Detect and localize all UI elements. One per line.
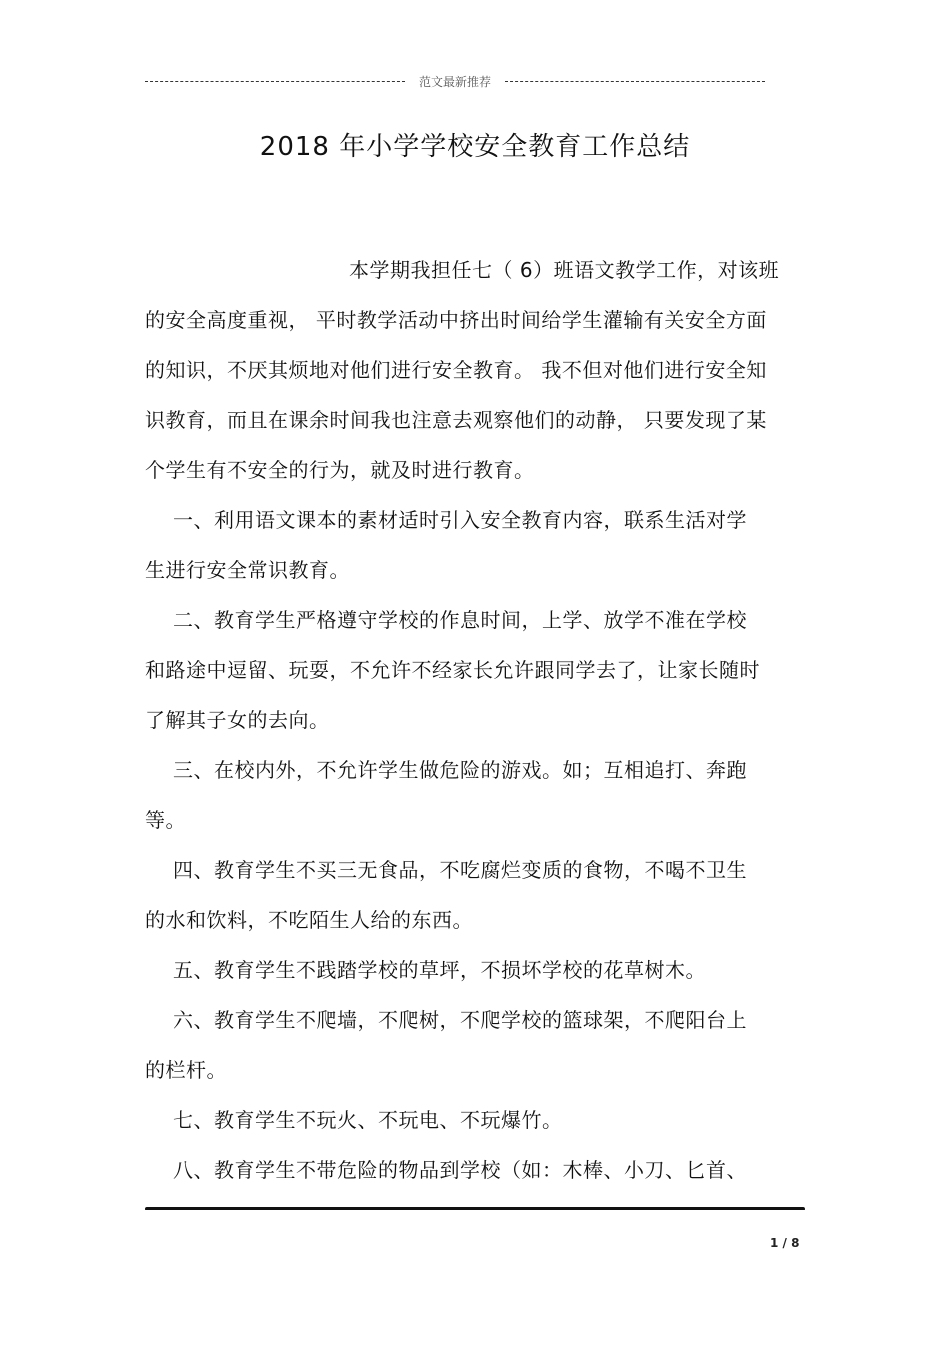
body-line: 一、利用语文课本的素材适时引入安全教育内容，联系生活对学: [173, 508, 747, 532]
header-dash-right: [505, 81, 765, 82]
page-header: [145, 70, 765, 92]
body-line: 七、教育学生不玩火、不玩电、不玩爆竹。: [173, 1108, 563, 1132]
body-line: 了解其子女的去向。: [145, 708, 330, 732]
body-line: 和路途中逗留、玩耍，不允许不经家长允许跟同学去了，让家长随时: [145, 658, 760, 682]
body-line: 四、教育学生不买三无食品，不吃腐烂变质的食物，不喝不卫生: [173, 858, 747, 882]
body-line: 三、在校内外，不允许学生做危险的游戏。如；互相追打、奔跑: [173, 758, 747, 782]
body-line: 六、教育学生不爬墙，不爬树，不爬学校的篮球架，不爬阳台上: [173, 1008, 747, 1032]
body-line: 的栏杆。: [145, 1058, 227, 1082]
body-line: 二、教育学生严格遵守学校的作息时间，上学、放学不准在学校: [173, 608, 747, 632]
header-dash-left: [145, 81, 405, 82]
body-line: 本学期我担任七（ 6）班语文教学工作，对该班: [349, 258, 780, 282]
document-title: 2018 年小学学校安全教育工作总结: [259, 132, 691, 162]
body-line: 生进行安全常识教育。: [145, 558, 350, 582]
body-line: 个学生有不安全的行为，就及时进行教育。: [145, 458, 535, 482]
footer-rule: [145, 1207, 805, 1211]
body-line: 八、教育学生不带危险的物品到学校（如：木棒、小刀、匕首、: [173, 1158, 747, 1182]
body-line: 的知识，不厌其烦地对他们进行安全教育。 我不但对他们进行安全知: [145, 358, 767, 382]
body-line: 等。: [145, 808, 186, 832]
body-line: 的水和饮料，不吃陌生人给的东西。: [145, 908, 473, 932]
header-text: 范文最新推荐: [419, 74, 492, 89]
body-line: 五、教育学生不践踏学校的草坪，不损坏学校的花草树木。: [173, 958, 706, 982]
body-line: 识教育，而且在课余时间我也注意去观察他们的动静， 只要发现了某: [145, 408, 767, 432]
page-number: 1 / 8: [770, 1236, 800, 1250]
body-line: 的安全高度重视， 平时教学活动中挤出时间给学生灌输有关安全方面: [145, 308, 767, 332]
